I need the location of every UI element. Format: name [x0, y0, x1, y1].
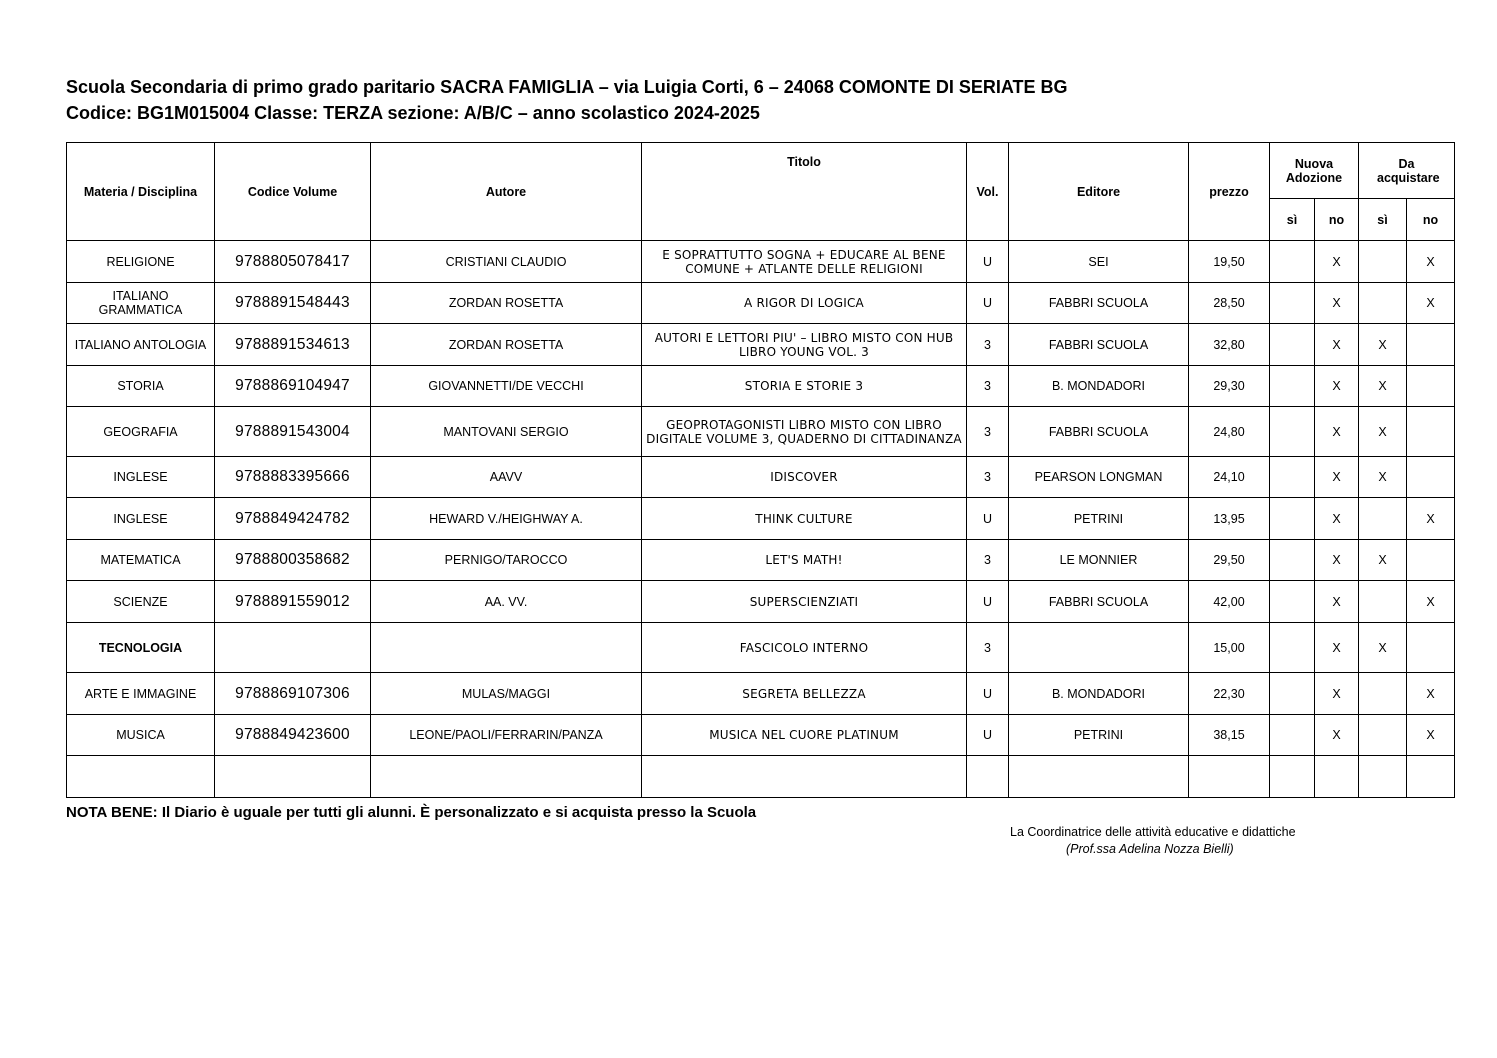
table-row — [67, 457, 1455, 498]
cell-acq-si: X — [1359, 457, 1407, 498]
cell-vol: U — [967, 283, 1009, 324]
cell-codice: 9788849424782 — [215, 498, 371, 540]
cell-acq-no: X — [1407, 241, 1455, 283]
cell-nuova-si — [1270, 457, 1315, 498]
cell-acq-no: X — [1407, 715, 1455, 756]
cell-prezzo: 28,50 — [1189, 283, 1270, 324]
cell-materia: SCIENZE — [67, 581, 215, 623]
cell-editore: PETRINI — [1009, 715, 1189, 756]
cell-acq-no — [1407, 366, 1455, 407]
cell-editore: FABBRI SCUOLA — [1009, 407, 1189, 457]
table-row — [67, 581, 1455, 623]
header-editore: Editore — [1009, 143, 1189, 241]
empty-cell — [1315, 756, 1359, 798]
cell-editore: FABBRI SCUOLA — [1009, 581, 1189, 623]
cell-prezzo: 24,80 — [1189, 407, 1270, 457]
cell-vol: U — [967, 715, 1009, 756]
cell-acq-no: X — [1407, 283, 1455, 324]
table-row — [67, 715, 1455, 756]
cell-codice: 9788869107306 — [215, 673, 371, 715]
cell-acq-si — [1359, 241, 1407, 283]
header-nuova-no: no — [1315, 199, 1359, 241]
school-heading: Scuola Secondaria di primo grado paritario SACRA FAMIGLIA – via Luigia Corti, 6 – 24068 COMONTE DI SERIATE BG — [66, 77, 1068, 97]
header-vol: Vol. — [967, 143, 1009, 241]
empty-cell — [967, 756, 1009, 798]
cell-nuova-si — [1270, 366, 1315, 407]
cell-titolo: STORIA E STORIE 3 — [642, 366, 967, 407]
cell-materia: STORIA — [67, 366, 215, 407]
document-header — [66, 74, 1456, 126]
cell-prezzo: 22,30 — [1189, 673, 1270, 715]
empty-cell — [1407, 756, 1455, 798]
cell-acq-si: X — [1359, 366, 1407, 407]
cell-nuova-si — [1270, 241, 1315, 283]
cell-nuova-no: X — [1315, 581, 1359, 623]
empty-cell — [1359, 756, 1407, 798]
header-acq-no: no — [1407, 199, 1455, 241]
cell-prezzo: 24,10 — [1189, 457, 1270, 498]
cell-prezzo: 42,00 — [1189, 581, 1270, 623]
cell-codice: 9788891548443 — [215, 283, 371, 324]
cell-prezzo: 32,80 — [1189, 324, 1270, 366]
cell-materia: INGLESE — [67, 457, 215, 498]
cell-titolo: THINK CULTURE — [642, 498, 967, 540]
cell-materia: INGLESE — [67, 498, 215, 540]
cell-autore: GIOVANNETTI/DE VECCHI — [371, 366, 642, 407]
cell-materia: RELIGIONE — [67, 241, 215, 283]
cell-nuova-no: X — [1315, 498, 1359, 540]
header-titolo-label: Titolo — [787, 155, 821, 169]
cell-vol: U — [967, 673, 1009, 715]
cell-acq-si — [1359, 581, 1407, 623]
table-row — [67, 673, 1455, 715]
cell-prezzo: 29,50 — [1189, 540, 1270, 581]
cell-acq-si: X — [1359, 540, 1407, 581]
cell-titolo: AUTORI E LETTORI PIU' – LIBRO MISTO CON HUB LIBRO YOUNG VOL. 3 — [642, 324, 967, 366]
cell-editore: LE MONNIER — [1009, 540, 1189, 581]
empty-cell — [1189, 756, 1270, 798]
header-nuova-adozione: Nuova Adozione — [1270, 143, 1359, 199]
table-row — [67, 283, 1455, 324]
cell-acq-si: X — [1359, 407, 1407, 457]
cell-nuova-no: X — [1315, 324, 1359, 366]
empty-cell — [642, 756, 967, 798]
table-row — [67, 324, 1455, 366]
cell-acq-no — [1407, 407, 1455, 457]
cell-editore: B. MONDADORI — [1009, 366, 1189, 407]
empty-row — [67, 756, 1455, 798]
class-heading: Codice: BG1M015004 Classe: TERZA sezione: A/B/C – anno scolastico 2024-2025 — [66, 103, 760, 123]
signature-block — [1010, 824, 1450, 858]
cell-autore: AA. VV. — [371, 581, 642, 623]
cell-autore: PERNIGO/TAROCCO — [371, 540, 642, 581]
empty-cell — [1270, 756, 1315, 798]
cell-acq-si — [1359, 673, 1407, 715]
cell-titolo: FASCICOLO INTERNO — [642, 623, 967, 673]
cell-materia: MATEMATICA — [67, 540, 215, 581]
cell-nuova-si — [1270, 715, 1315, 756]
cell-codice: 9788849423600 — [215, 715, 371, 756]
cell-acq-si — [1359, 498, 1407, 540]
cell-acq-no: X — [1407, 673, 1455, 715]
cell-nuova-no: X — [1315, 715, 1359, 756]
cell-codice — [215, 623, 371, 673]
cell-acq-no — [1407, 623, 1455, 673]
cell-titolo: IDISCOVER — [642, 457, 967, 498]
cell-materia: ITALIANO GRAMMATICA — [67, 283, 215, 324]
cell-materia: MUSICA — [67, 715, 215, 756]
header-autore: Autore — [371, 143, 642, 241]
cell-autore: ZORDAN ROSETTA — [371, 324, 642, 366]
table-row — [67, 623, 1455, 673]
cell-nuova-no: X — [1315, 366, 1359, 407]
cell-vol: 3 — [967, 457, 1009, 498]
cell-nuova-si — [1270, 498, 1315, 540]
cell-titolo: LET'S MATH! — [642, 540, 967, 581]
cell-acq-no — [1407, 540, 1455, 581]
header-da-acquistare: Da acquistare — [1359, 143, 1455, 199]
cell-editore: PEARSON LONGMAN — [1009, 457, 1189, 498]
signature-name: (Prof.ssa Adelina Nozza Bielli) — [1066, 842, 1234, 856]
cell-vol: 3 — [967, 366, 1009, 407]
cell-acq-no — [1407, 324, 1455, 366]
cell-autore: HEWARD V./HEIGHWAY A. — [371, 498, 642, 540]
header-materia: Materia / Disciplina — [67, 143, 215, 241]
cell-codice: 9788891559012 — [215, 581, 371, 623]
cell-vol: 3 — [967, 407, 1009, 457]
table-row — [67, 241, 1455, 283]
cell-nuova-no: X — [1315, 673, 1359, 715]
cell-codice: 9788883395666 — [215, 457, 371, 498]
cell-autore: MULAS/MAGGI — [371, 673, 642, 715]
cell-nuova-si — [1270, 407, 1315, 457]
header-acq-si: sì — [1359, 199, 1407, 241]
empty-cell — [1009, 756, 1189, 798]
cell-nuova-no: X — [1315, 241, 1359, 283]
cell-nuova-si — [1270, 581, 1315, 623]
cell-materia: ITALIANO ANTOLOGIA — [67, 324, 215, 366]
cell-nuova-si — [1270, 623, 1315, 673]
cell-nuova-no: X — [1315, 623, 1359, 673]
cell-vol: U — [967, 498, 1009, 540]
cell-materia: ARTE E IMMAGINE — [67, 673, 215, 715]
cell-nuova-si — [1270, 540, 1315, 581]
cell-acq-no — [1407, 457, 1455, 498]
cell-codice: 9788891534613 — [215, 324, 371, 366]
cell-titolo: MUSICA NEL CUORE PLATINUM — [642, 715, 967, 756]
header-prezzo: prezzo — [1189, 143, 1270, 241]
cell-vol: U — [967, 241, 1009, 283]
cell-titolo: SEGRETA BELLEZZA — [642, 673, 967, 715]
cell-nuova-si — [1270, 283, 1315, 324]
table-row — [67, 407, 1455, 457]
cell-prezzo: 19,50 — [1189, 241, 1270, 283]
cell-codice: 9788891543004 — [215, 407, 371, 457]
cell-nuova-no: X — [1315, 540, 1359, 581]
cell-prezzo: 15,00 — [1189, 623, 1270, 673]
empty-cell — [215, 756, 371, 798]
textbook-table — [66, 142, 1455, 798]
cell-autore: MANTOVANI SERGIO — [371, 407, 642, 457]
cell-codice: 9788805078417 — [215, 241, 371, 283]
header-row — [67, 143, 1455, 199]
cell-nuova-no: X — [1315, 407, 1359, 457]
cell-materia: GEOGRAFIA — [67, 407, 215, 457]
cell-acq-si — [1359, 715, 1407, 756]
table-row — [67, 498, 1455, 540]
cell-titolo: SUPERSCIENZIATI — [642, 581, 967, 623]
cell-autore: ZORDAN ROSETTA — [371, 283, 642, 324]
header-nuova-si: sì — [1270, 199, 1315, 241]
cell-vol: 3 — [967, 540, 1009, 581]
cell-autore: AAVV — [371, 457, 642, 498]
header-titolo — [642, 143, 967, 241]
cell-acq-no: X — [1407, 581, 1455, 623]
cell-acq-si: X — [1359, 623, 1407, 673]
cell-autore: LEONE/PAOLI/FERRARIN/PANZA — [371, 715, 642, 756]
header-codice: Codice Volume — [215, 143, 371, 241]
cell-nuova-si — [1270, 324, 1315, 366]
cell-titolo: A RIGOR DI LOGICA — [642, 283, 967, 324]
cell-autore: CRISTIANI CLAUDIO — [371, 241, 642, 283]
cell-editore: FABBRI SCUOLA — [1009, 324, 1189, 366]
table-row — [67, 366, 1455, 407]
cell-nuova-no: X — [1315, 283, 1359, 324]
cell-titolo: GEOPROTAGONISTI LIBRO MISTO CON LIBRO DIGITALE VOLUME 3, QUADERNO DI CITTADINANZA — [642, 407, 967, 457]
cell-vol: 3 — [967, 324, 1009, 366]
cell-editore — [1009, 623, 1189, 673]
cell-nuova-no: X — [1315, 457, 1359, 498]
cell-prezzo: 38,15 — [1189, 715, 1270, 756]
cell-editore: SEI — [1009, 241, 1189, 283]
cell-prezzo: 13,95 — [1189, 498, 1270, 540]
cell-vol: U — [967, 581, 1009, 623]
cell-editore: PETRINI — [1009, 498, 1189, 540]
cell-titolo: E SOPRATTUTTO SOGNA + EDUCARE AL BENE COMUNE + ATLANTE DELLE RELIGIONI — [642, 241, 967, 283]
signature-role: La Coordinatrice delle attività educative e didattiche — [1010, 825, 1296, 839]
cell-vol: 3 — [967, 623, 1009, 673]
empty-cell — [67, 756, 215, 798]
cell-nuova-si — [1270, 673, 1315, 715]
cell-acq-no: X — [1407, 498, 1455, 540]
cell-materia: TECNOLOGIA — [67, 623, 215, 673]
cell-codice: 9788869104947 — [215, 366, 371, 407]
nota-bene: NOTA BENE: Il Diario è uguale per tutti gli alunni. È personalizzato e si acquista presso la Scuola — [66, 804, 757, 821]
cell-editore: FABBRI SCUOLA — [1009, 283, 1189, 324]
cell-acq-si — [1359, 283, 1407, 324]
empty-cell — [371, 756, 642, 798]
table-body — [67, 143, 1455, 798]
cell-codice: 9788800358682 — [215, 540, 371, 581]
cell-acq-si: X — [1359, 324, 1407, 366]
cell-editore: B. MONDADORI — [1009, 673, 1189, 715]
table-row — [67, 540, 1455, 581]
cell-prezzo: 29,30 — [1189, 366, 1270, 407]
cell-autore — [371, 623, 642, 673]
